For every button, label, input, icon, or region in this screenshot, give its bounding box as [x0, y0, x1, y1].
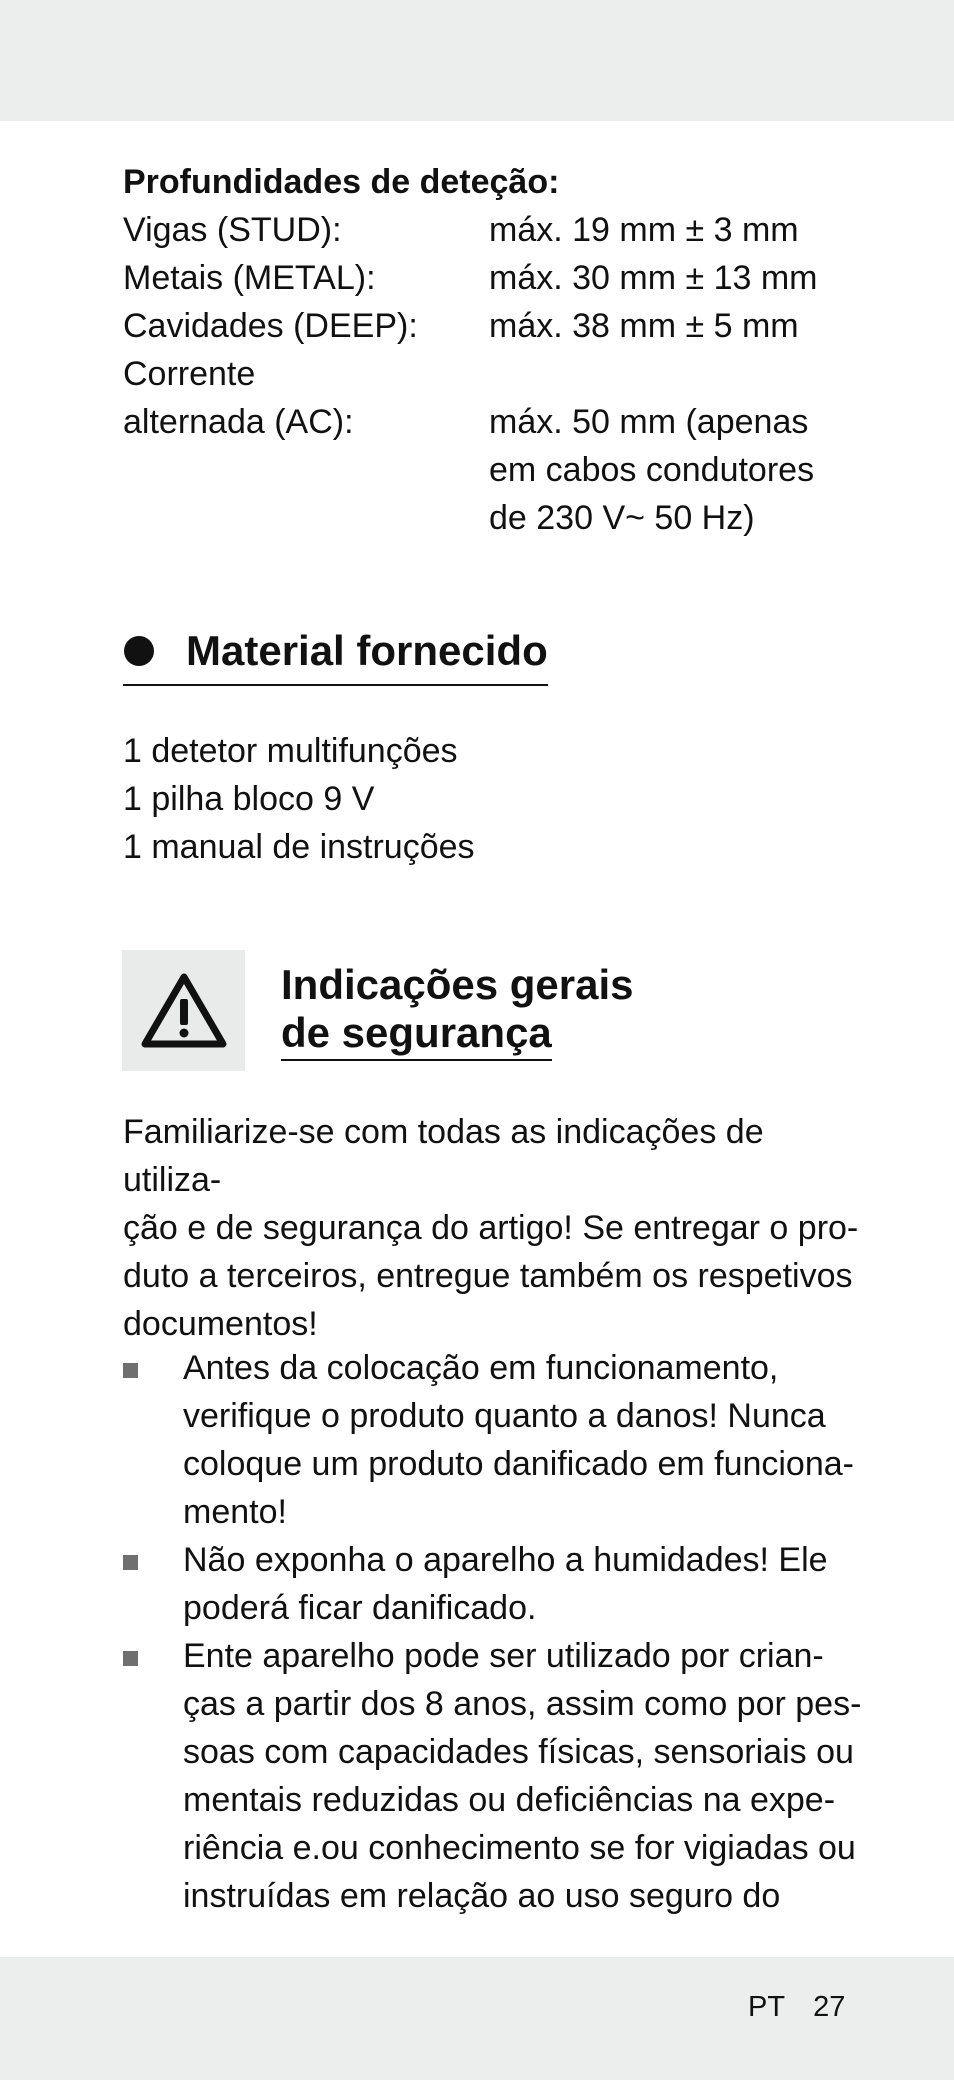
spec-label: Vigas (STUD): — [123, 211, 342, 249]
spec-label: Cavidades (DEEP): — [123, 307, 418, 345]
spec-value: máx. 30 mm ± 13 mm — [489, 259, 818, 297]
spec-row — [123, 398, 863, 446]
spec-row — [123, 350, 863, 398]
safety-bullet-list — [123, 1344, 863, 1920]
spec-row — [123, 494, 863, 542]
spec-label: alternada (AC): — [123, 403, 354, 441]
spec-row — [123, 254, 863, 302]
list-item — [123, 1344, 863, 1536]
spec-row — [123, 446, 863, 494]
spec-value: em cabos condutores — [489, 451, 815, 489]
bullet-dot-icon — [124, 636, 154, 666]
list-item-text: Antes da colocação em funcionamento, verifique o produto quanto a danos! Nunca coloque um produto danificado em funciona- mento! — [183, 1349, 854, 1531]
safety-intro-text: Familiarize-se com todas as indicações de utiliza- ção e de segurança do artigo! Se entregar o pro- duto a terceiros, entregue também os respetivos documentos! — [123, 1113, 859, 1343]
detection-depths-table — [123, 206, 863, 542]
spec-row — [123, 302, 863, 350]
spec-value: máx. 19 mm ± 3 mm — [489, 211, 799, 249]
spec-row — [123, 206, 863, 254]
safety-heading — [281, 961, 634, 1061]
top-band — [0, 0, 954, 121]
spec-label: Corrente — [123, 355, 256, 393]
material-list — [123, 727, 475, 871]
safety-heading-line1: Indicações gerais — [281, 961, 634, 1008]
material-heading-text: Material fornecido — [186, 627, 548, 674]
safety-intro — [123, 1108, 863, 1348]
spec-label — [123, 494, 489, 542]
list-item: 1 pilha bloco 9 V — [123, 780, 375, 818]
spec-value: máx. 50 mm (apenas — [489, 403, 809, 441]
list-item: 1 detetor multifunções — [123, 732, 458, 770]
list-item: 1 manual de instruções — [123, 828, 475, 866]
spec-label: Metais (METAL): — [123, 259, 376, 297]
list-item — [123, 1632, 863, 1920]
language-code: PT — [748, 1991, 786, 2023]
page-footer — [748, 1987, 845, 2027]
square-bullet-icon — [123, 1555, 138, 1570]
detection-depths-section — [123, 158, 863, 542]
spec-value: de 230 V~ 50 Hz) — [489, 499, 755, 537]
list-item — [123, 1536, 863, 1632]
square-bullet-icon — [123, 1363, 138, 1378]
safety-heading-line2: de segurança — [281, 1009, 552, 1061]
material-heading — [123, 624, 548, 686]
spec-label — [123, 446, 489, 494]
detection-depths-title: Profundidades de deteção: — [123, 163, 560, 201]
page-number: 27 — [813, 1991, 846, 2023]
spec-value — [489, 350, 863, 398]
spec-value: máx. 38 mm ± 5 mm — [489, 307, 799, 345]
list-item-text: Não exponha o aparelho a humidades! Ele poderá ficar danificado. — [183, 1541, 828, 1627]
list-item-text: Ente aparelho pode ser utilizado por crian- ças a partir dos 8 anos, assim como por pes- soas com capacidades físicas, sensoriais ou mentais reduzidas ou deficiências na expe- riência e.ou conhecimento se for vigiadas ou instruídas em relação ao uso seguro do — [183, 1637, 862, 1915]
warning-triangle-icon — [122, 950, 245, 1071]
square-bullet-icon — [123, 1651, 138, 1666]
